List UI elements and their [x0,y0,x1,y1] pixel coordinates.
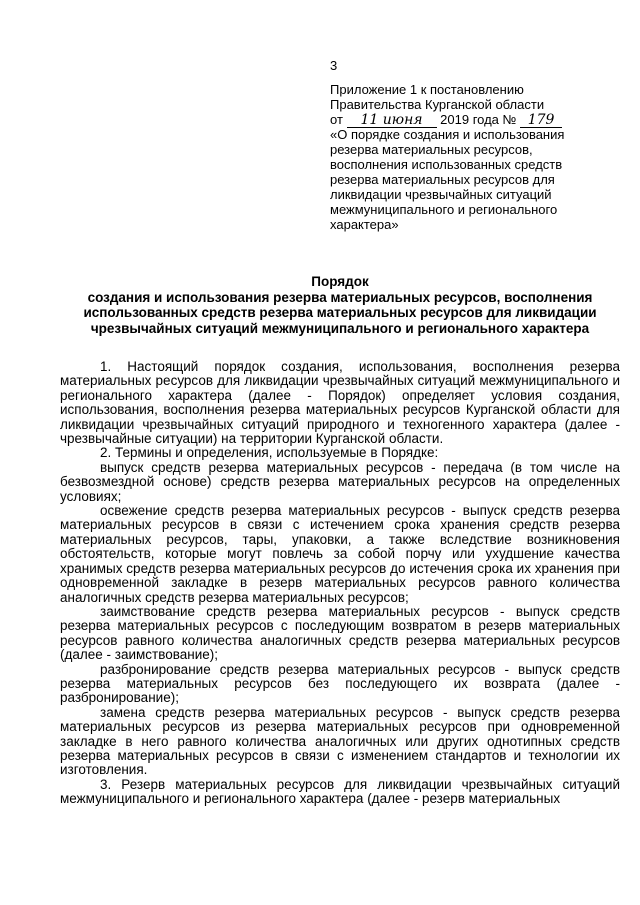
appendix-title-line: восполнения использованных средств [330,157,563,172]
appendix-title-line: резерва материальных ресурсов для [330,172,555,187]
appendix-header [330,82,630,232]
appendix-year-number: 2019 года № [440,112,517,127]
appendix-line: Приложение 1 к постановлению [330,82,524,97]
paragraph: замена средств резерва материальных ресурсов - выпуск средств резерва материальных ресурсов из резерва материальных ресурсов при одновременной закладке в него равного количества аналогичных или других однотипных средств резерва материальных ресурсов в связи с изменением стандартов и технологии их изготовления. [60,704,620,778]
appendix-title-line: межмуниципального и регионального [330,202,558,217]
paragraph: 3. Резерв материальных ресурсов для ликвидации чрезвычайных ситуаций межмуниципального и регионального характера (далее - резерв материальных [60,776,620,807]
paragraph: 2. Термины и определения, используемые в Порядке: [100,445,439,461]
document-title [60,274,620,336]
appendix-title-line: характера» [330,217,399,232]
appendix-title-line: резерва материальных ресурсов, [330,142,533,157]
paragraph: разбронирование средств резерва материальных ресурсов - выпуск средств резерва материальных ресурсов без последующего их возврата (далее - разбронирование); [60,661,620,706]
paragraph: заимствование средств резерва материальных ресурсов - выпуск средств резерва материальных ресурсов с последующим возвратом в резерв материальных ресурсов равного количества аналогичных средств резерва материальных ресурсов (далее - заимствование); [60,603,620,663]
appendix-title-line: «О порядке создания и использования [330,127,565,142]
paragraph: выпуск средств резерва материальных ресурсов - передача (в том числе на безвозмездной основе) средств резерва материальных ресурсов на определенных условиях; [60,459,620,504]
appendix-from: от [330,112,343,127]
handwritten-date: 11 июня [347,114,437,127]
title-line: создания и использования резерва материальных ресурсов, восполнения [87,289,593,305]
appendix-line: Правительства Курганской области [330,97,545,112]
appendix-date-line [330,112,630,127]
title-heading: Порядок [311,274,369,289]
title-line: использованных средств резерва материальных ресурсов для ликвидации [83,305,597,320]
paragraph: 1. Настоящий порядок создания, использования, восполнения резерва материальных ресурсов для ликвидации чрезвычайных ситуаций межмуниципального и регионального характера (далее - Порядок) определяет условия создания, использования, восполнения резерва материальных ресурсов Курганской области для ликвидации чрезвычайных ситуаций природного и техногенного характера (далее - чрезвычайные ситуации) на территории Курганской области. [60,359,620,447]
handwritten-number: 179 [520,114,562,127]
appendix-title-line: ликвидации чрезвычайных ситуаций [330,187,552,202]
paragraph: освежение средств резерва материальных ресурсов - выпуск средств резерва материальных ресурсов в связи с истечением срока хранения средств резерва материальных ресурсов, тары, упаковки, а также вследствие возникновения обстоятельств, которые могут повлечь за собой порчу или ухудшение качества хранимых средств резерва материальных ресурсов до истечения срока их хранения при одновременной закладке в резерв материальных ресурсов равного количества аналогичных средств резерва материальных ресурсов; [60,503,620,605]
document-body [60,360,620,807]
title-line: чрезвычайных ситуаций межмуниципального и регионального характера [90,320,590,336]
page-number: 3 [330,58,338,73]
